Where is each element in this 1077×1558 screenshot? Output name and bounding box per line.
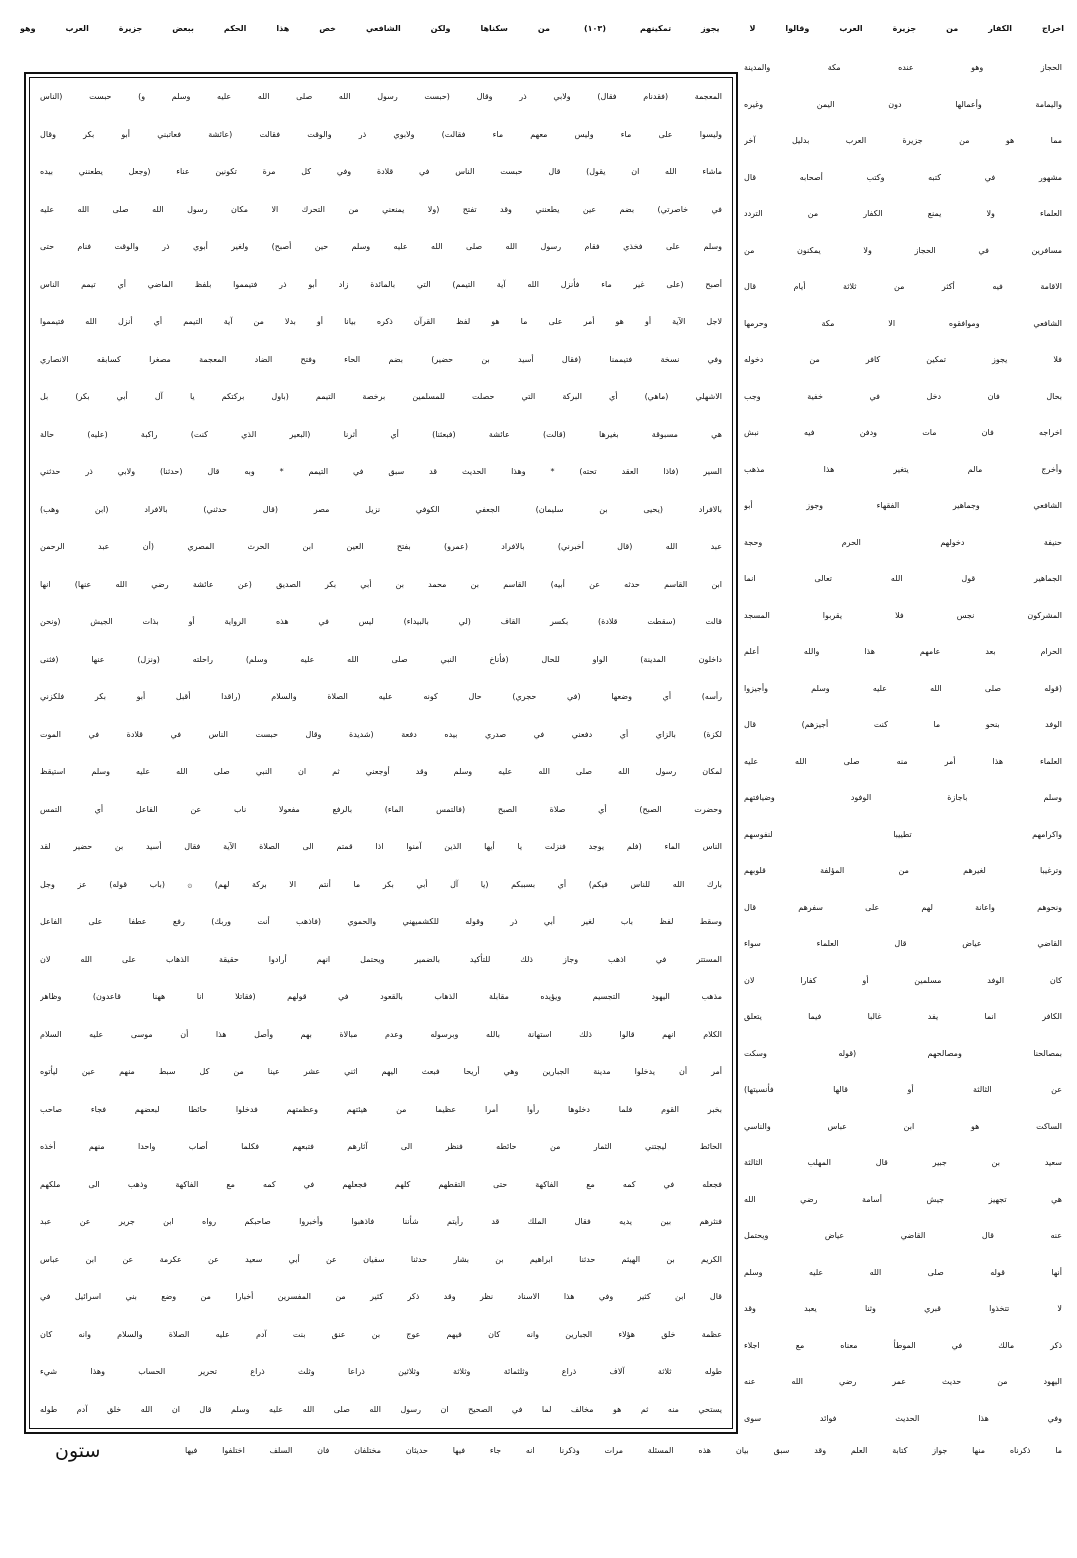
main-line: وليسوا على ماء وليس معهم ماء فقالت) ولابوي ذر والوقت فقالت (عائشة فعاتبني أبو بكر وقال: [40, 129, 722, 139]
page-number: (١٠٣): [584, 24, 606, 33]
margin-line: لا تتخذوا قبري وثنا يعبد وقد: [744, 1304, 1062, 1313]
main-line: وفي نسخة فتيممنا (فقال أسيد بن حضير) بضم الحاء وفتح الضاد المعجمة مصغرا كسابقه الانصاري: [40, 354, 722, 364]
main-line: الاشهلي (ماهي) أي البركة التي حصلت للمسلمين برخصة التيمم (باول بركتكم يا آل أبي بكر) بل: [40, 392, 722, 401]
margin-line: اليهود من حديث عمر رضي الله عنه: [744, 1377, 1062, 1386]
main-line: ماشاء الله ان يقول) قال حبست الناس في قلادة وفي كل مرة تكونين عناء (وجعل يطعنني بيده: [40, 167, 722, 176]
margin-line: وسلم باجازة الوفود وضيافتهم: [744, 793, 1062, 802]
margin-line: الحجاز وهو عنده مكة والمدينة: [744, 63, 1062, 72]
margin-line: عنه قال القاضي عياض ويحتمل: [744, 1231, 1062, 1240]
page-header: [20, 8, 1064, 50]
margin-line: أنها قوله صلى الله عليه وسلم: [744, 1267, 1062, 1277]
margin-line: وترغيبا لغيرهم من المؤلفة قلوبهم: [744, 866, 1062, 875]
main-line: الحائط ليجتني الثمار من حائطه فنظر الى آثارهم فتبعهم فكلما أصاب واحدا منهم أخذه: [40, 1142, 722, 1151]
main-line: هي مسبوقة بغيرها (قالت) عائشة (فبعثنا) أي أثرنا (البعير الذي كنت) راكبة (عليه) حالة: [40, 429, 722, 439]
margin-line: وأخرج مالم يتغير هذا مذهب: [744, 464, 1062, 474]
margin-line: القاضي عياض قال العلماء سواء: [744, 939, 1062, 948]
margin-line: الشافعي وجماهير الفقهاء وجوز أبو: [744, 501, 1062, 510]
main-line: وسقط لفظ باب لغير أبي ذر وقوله للكشميهني والحموي (فاذهب أنت وربك) رفع عطفا على الفاعل: [40, 917, 722, 926]
main-line: يستحي منه ثم هو مخالف لما في الصحيح ان رسول الله صلى الله عليه وسلم قال ان الله خلق آدم طوله: [40, 1404, 722, 1414]
main-line: عظمة خلق هؤلاء الجبارين وانه كان فيهم عوج بن عنق بنت آدم عليه الصلاة والسلام وانه كان: [40, 1329, 722, 1339]
main-line: الكلام انهم قالوا ذلك استهانة بالله وبرسوله وعدم مبالاة بهم وأصل هذا أن موسى عليه السلام: [40, 1029, 722, 1039]
main-line: عبد الله (قال أخبرني) بالافراد (عمرو) بفتح العين ابن الحرث المصري (أن عبد الرحمن: [40, 542, 722, 551]
margin-line: سعيد بن جبير قال المهلب الثالثة: [744, 1158, 1062, 1167]
main-line: قالت (سقطت قلادة) بكسر القاف (لي بالبيداء) ليس في هذه الرواية أو بذات الجيش (ونحن: [40, 617, 722, 626]
main-line: داخلون المدينة) الواو للحال (فأناخ النبي صلى الله عليه وسلم) راحلته (ونزل) عنها (فثنى: [40, 654, 722, 664]
main-line: وسلم على فخذي فقام رسول الله صلى الله عليه وسلم حين أصبح) ولغير أبوي ذر والوقت فنام حتى: [40, 242, 722, 251]
margin-line: مسافرين في الحجاز ولا يمكنون من: [744, 245, 1062, 255]
margin-line: اخراجه فان مات ودفن فيه نبش: [744, 428, 1062, 437]
margin-line: (قوله صلى الله عليه وسلم وأجيزوا: [744, 683, 1062, 693]
margin-line: الوفد بنحو ما كنت أجيزهم) قال: [744, 720, 1062, 729]
margin-line: مما هو من جزيرة العرب بدليل آخر: [744, 136, 1062, 145]
margin-commentary: [744, 50, 1062, 1437]
main-line: السير (فاذا العقد تحته) * وهذا الحديث قد سبق في التيمم * وبه قال (حدثنا) ولابي ذر حدثني: [40, 467, 722, 476]
main-line: فجعله في كمه مع الفاكهة حتى التقطهم كلهم فجعلهم في كمه مع الفاكهة وذهب الى ملكهم: [40, 1179, 722, 1189]
main-line: وحضرت الصبح) أي صلاة الصبح (فالتمس الماء) بالرفع مفعولا ناب عن الفاعل أي التمس: [40, 804, 722, 814]
main-line: لكزة) بالزاي أي دفعني في صدري بيده دفعة (شديدة وقال حبست الناس في قلادة في الموت: [40, 729, 722, 739]
main-line: مذهب اليهود التجسيم ويؤيده مقابلة الذهاب بالقعود في قولهم (فقاتلا انا ههنا قاعدون) وظاهر: [40, 992, 722, 1001]
margin-line: كان الوفد مسلمين أو كفارا لان: [744, 975, 1062, 985]
main-line: ابن القاسم حدثه عن أبيه) القاسم بن محمد بن أبي بكر الصديق (عن عائشة رضي الله عنها) انها: [40, 579, 722, 589]
margin-line: المشركون نجس فلا يقربوا المسجد: [744, 610, 1062, 620]
footer-line: [55, 1436, 1062, 1466]
margin-line: بمصالحنا ومصالحهم (قوله وسكت: [744, 1048, 1062, 1058]
main-line: المستتر في اذهب وجاز ذلك للتأكيد بالضمير ويحتمل انهم أرادوا حقيقة الذهاب على الله لان: [40, 954, 722, 964]
main-text-box: [24, 72, 738, 1434]
margin-line: الكافر انما يفد غالبا فيما يتعلق: [744, 1012, 1062, 1021]
footer-text: ما ذكرناه منها جواز كتابة العلم وقد سبق بيان هذه المسئلة مرات وذكرنا انه جاء فيها حديثان مختلفان فان السلف اختلفوا فيها: [185, 1446, 1062, 1455]
header-text-before: اخراج الكفار من جزيرة العرب وقالوا لا يجوز تمكينهم: [639, 24, 1064, 33]
main-line: أصبح (على غير ماء فأنزل الله آية التيمم) التي بالمائدة زاد أبو ذر فتيمموا بلفظ الماضي أي تيمم الناس: [40, 279, 722, 289]
main-line: بخبر القوم فلما دخلوها رأوا أمرا عظيما من هيئتهم وعظمتهم فدخلوا حائطا لبعضهم فجاء صاحب: [40, 1104, 722, 1114]
header-text-after: من سكناها ولكن الشافعي خص هذا الحكم ببعض جزيرة العرب وهو: [20, 24, 550, 33]
main-line: المعجمة (فقدنام فقال) ولابي ذر وقال (حبست رسول الله صلى الله عليه وسلم و) حبست (الناس: [40, 92, 722, 101]
catchword: ستون: [55, 1440, 101, 1462]
margin-line: الساكت هو ابن عباس والناسي: [744, 1121, 1062, 1131]
main-line: لمكان رسول الله صلى الله عليه وسلم وقد أوجعني ثم ان النبي صلى الله عليه وسلم استيقظ: [40, 767, 722, 776]
main-line: قال ابن كثير وفي هذا الاسناد نظر وقد ذكر كثير من المفسرين أخبارا من وضع بني اسرائيل في: [40, 1292, 722, 1301]
main-line: الكريم بن الهيثم حدثنا ابراهيم بن بشار حدثنا سفيان عن أبي سعيد عن عكرمة عن ابن عباس: [40, 1254, 722, 1264]
margin-line: فلا يجوز تمكين كافر من دخوله: [744, 355, 1062, 364]
margin-line: الشافعي وموافقوه الا مكة وحرمها: [744, 318, 1062, 328]
margin-line: ونحوهم واعانة لهم على سفرهم قال: [744, 902, 1062, 912]
margin-line: مشهور في كتبه وكتب أصحابه قال: [744, 172, 1062, 182]
margin-line: واليمامة وأعمالها دون اليمن وغيره: [744, 99, 1062, 109]
margin-line: وفي هذا الحديث فوائد سوى: [744, 1413, 1062, 1423]
margin-line: الاقامة فيه أكثر من ثلاثة أيام قال: [744, 282, 1062, 291]
margin-line: عن الثالثة أو قالها فأنسيتها): [744, 1085, 1062, 1094]
margin-line: حنيفة دخولهم الحرم وحجة: [744, 537, 1062, 547]
main-line: بارك الله للناس فيكم) أي بسببكم (يا آل أبي بكر ما أنتم الا بركة لهم) ۞ (باب قوله) عز وجل: [40, 879, 722, 889]
margin-line: الجماهير قول الله تعالى انما: [744, 574, 1062, 583]
margin-line: ذكر مالك في الموطأ معناه مع اجلاء: [744, 1340, 1062, 1350]
main-line: أمر أن يدخلوا مدينة الجبارين وهي أريحا فبعث اليهم اثني عشر عينا من كل سبط منهم عين ليأتوه: [40, 1067, 722, 1076]
main-line: لاجل الآية أو هو أمر على ما هو لفظ القرآن ذكره بيانا أو بدلا من آية التيمم أي أنزل الله فتيمموا: [40, 317, 722, 326]
margin-line: بحال فان دخل في خفية وجب: [744, 391, 1062, 401]
main-line: في خاصرتي) بضم عين يطعنني وقد تفتح (ولا يمنعني من التحرك الا مكان رسول الله صلى الله عليه: [40, 204, 722, 214]
margin-line: العلماء ولا يمنع الكفار من التردد: [744, 209, 1062, 218]
main-line: رأسه) أي وضعها (في حجري) حال كونه عليه الصلاة والسلام (راقدا أقبل أبو بكر فلكزني: [40, 692, 722, 701]
main-line: فنثرهم بين يديه فقال الملك قد رأيتم شأننا فاذهبوا وأخبروا صاحبكم رواه ابن جرير عن عبد: [40, 1217, 722, 1226]
margin-line: واكرامهم تطييبا لنفوسهم: [744, 829, 1062, 839]
margin-line: هي تجهيز جيش أسامة رضي الله: [744, 1194, 1062, 1204]
main-line: الناس الماء (فلم يوجد فنزلت يا أيها الذين آمنوا اذا قمتم الى الصلاة الآية فقال أسيد بن حضير لقد: [40, 842, 722, 851]
main-line: بالافراد (يحيى بن سليمان) الجعفي الكوفي نزيل مصر (قال حدثني) بالافراد (ابن وهب): [40, 504, 722, 514]
margin-line: العلماء هذا أمر منه صلى الله عليه: [744, 756, 1062, 766]
margin-line: الحرام بعد عامهم هذا والله أعلم: [744, 647, 1062, 656]
main-line: طوله ثلاثة آلاف ذراع وثلثمائة وثلاثة وثلاثين ذراعا وثلث ذراع تحرير الحساب وهذا شيء: [40, 1367, 722, 1376]
